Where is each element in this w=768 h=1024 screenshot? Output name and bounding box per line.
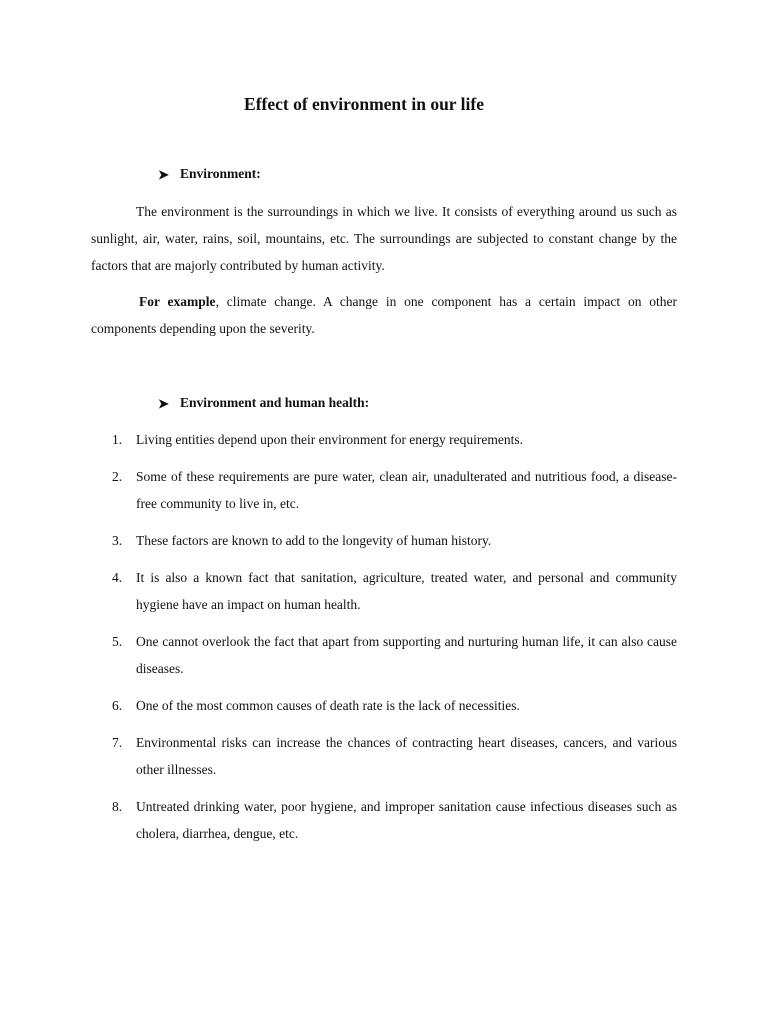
paragraph-environment-definition <box>91 198 677 279</box>
list-item-text: Living entities depend upon their environment for energy requirements. <box>136 432 524 447</box>
list-item <box>91 527 677 554</box>
paragraph-text: , climate change. A change in one component has a certain impact on other components depending upon the severity. <box>91 294 678 336</box>
paragraph-example <box>91 288 677 342</box>
list-number: 1. <box>112 432 123 447</box>
list-number: 6. <box>112 698 123 713</box>
list-number: 3. <box>112 533 123 548</box>
list-item-text: One cannot overlook the fact that apart from supporting and nurturing human life, it can also cause diseases. <box>136 634 677 676</box>
list-item-text: Environmental risks can increase the chances of contracting heart diseases, cancers, and various other illnesses. <box>136 735 677 777</box>
list-item <box>91 463 677 517</box>
health-list <box>91 426 677 857</box>
list-number: 7. <box>112 735 123 750</box>
list-item-text: These factors are known to add to the longevity of human history. <box>136 533 492 548</box>
list-item <box>91 793 677 847</box>
page-title: Effect of environment in our life <box>244 94 484 114</box>
section-heading-environment <box>158 166 261 182</box>
arrow-bullet-icon: ➤ <box>158 395 169 411</box>
list-item <box>91 426 677 453</box>
list-item-text: Untreated drinking water, poor hygiene, and improper sanitation cause infectious diseases such as cholera, diarrhea, dengue, etc. <box>136 799 677 841</box>
list-number: 5. <box>112 634 123 649</box>
paragraph-text: The environment is the surroundings in which we live. It consists of everything around us such as sunlight, air, water, rains, soil, mountains, etc. The surroundings are subjected to constant change by the factors that are majorly contributed by human activity. <box>91 204 677 273</box>
list-item <box>91 628 677 682</box>
section-heading-text: Environment and human health: <box>180 395 370 410</box>
list-item-text: It is also a known fact that sanitation, agriculture, treated water, and personal and community hygiene have an impact on human health. <box>136 570 677 612</box>
list-item-text: Some of these requirements are pure water, clean air, unadulterated and nutritious food, a disease-free community to live in, etc. <box>136 469 677 511</box>
list-item-text: One of the most common causes of death rate is the lack of necessities. <box>136 698 520 713</box>
list-item <box>91 692 677 719</box>
section-heading-human-health <box>158 395 369 411</box>
list-number: 2. <box>112 469 123 484</box>
list-number: 4. <box>112 570 123 585</box>
section-heading-text: Environment: <box>180 166 261 181</box>
list-number: 8. <box>112 799 123 814</box>
arrow-bullet-icon: ➤ <box>158 166 169 182</box>
bold-lead: For example <box>139 294 216 309</box>
list-item <box>91 729 677 783</box>
list-item <box>91 564 677 618</box>
